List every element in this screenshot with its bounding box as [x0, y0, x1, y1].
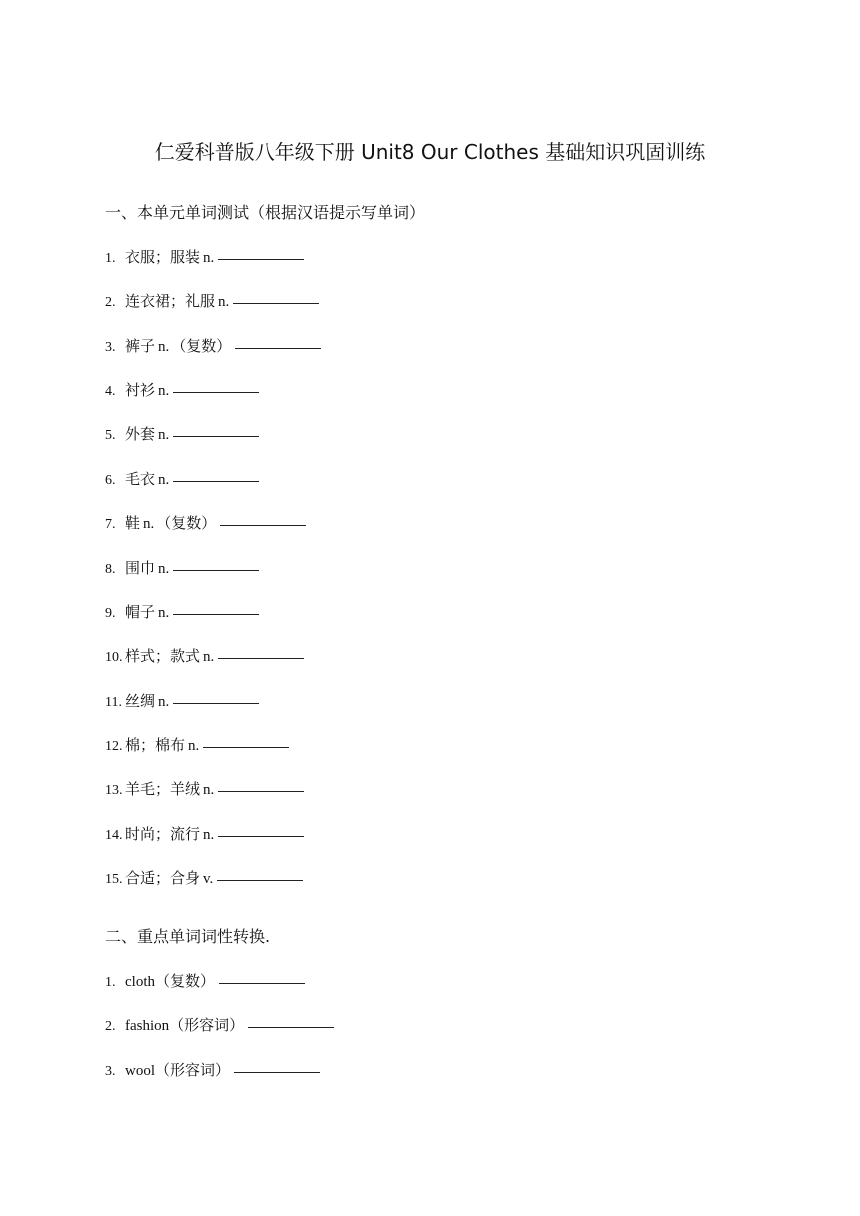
list-item	[105, 970, 305, 994]
item-pos: v.	[203, 871, 214, 887]
item-number: 15.	[105, 872, 123, 887]
item-prompt: 裤子	[125, 337, 156, 355]
item-prompt: 棉；棉布	[125, 736, 186, 754]
item-pos: n.	[143, 516, 155, 532]
item-pos: n.	[218, 294, 230, 310]
item-note: （复数）	[156, 514, 217, 532]
item-number: 4.	[105, 384, 116, 399]
answer-blank[interactable]	[203, 746, 289, 748]
item-number: 6.	[105, 473, 116, 488]
item-prompt: 围巾	[125, 559, 156, 577]
item-prompt: 时尚；流行	[125, 825, 201, 843]
item-prompt: 外套	[125, 425, 156, 443]
item-prompt: 衬衫	[125, 381, 156, 399]
item-prompt: 羊毛；羊绒	[125, 780, 201, 798]
list-item	[105, 601, 259, 625]
item-pos: n.	[203, 827, 215, 843]
answer-blank[interactable]	[220, 524, 306, 526]
answer-blank[interactable]	[173, 435, 259, 437]
item-number: 9.	[105, 606, 116, 621]
list-item	[105, 690, 259, 714]
item-pos: n.	[158, 472, 170, 488]
answer-blank[interactable]	[218, 790, 304, 792]
section1-heading: 一、本单元单词测试（根据汉语提示写单词）	[105, 203, 426, 222]
item-number: 2.	[105, 1019, 116, 1034]
list-item	[105, 246, 304, 270]
list-item	[105, 645, 304, 669]
item-pos: n.	[203, 250, 215, 266]
list-item	[105, 1059, 320, 1083]
list-item	[105, 468, 259, 492]
item-number: 3.	[105, 340, 116, 355]
list-item	[105, 290, 319, 314]
item-prompt: 样式；款式	[125, 647, 201, 665]
item-pos: n.	[158, 605, 170, 621]
item-pos: n.	[158, 427, 170, 443]
item-prompt: 合适；合身	[125, 869, 201, 887]
item-number: 3.	[105, 1064, 116, 1079]
item-prompt: 连衣裙；礼服	[125, 292, 216, 310]
item-number: 5.	[105, 428, 116, 443]
answer-blank[interactable]	[248, 1026, 334, 1028]
section2-heading: 二、重点单词词性转换.	[105, 927, 271, 946]
list-item	[105, 379, 259, 403]
item-number: 2.	[105, 295, 116, 310]
item-prompt: 鞋	[125, 514, 141, 532]
list-item	[105, 512, 306, 536]
list-item	[105, 778, 304, 802]
item-number: 13.	[105, 783, 123, 798]
item-number: 8.	[105, 562, 116, 577]
list-item	[105, 335, 321, 359]
answer-blank[interactable]	[218, 657, 304, 659]
item-number: 1.	[105, 975, 116, 990]
item-number: 14.	[105, 828, 123, 843]
list-item	[105, 734, 289, 758]
list-item	[105, 557, 259, 581]
item-number: 10.	[105, 650, 123, 665]
item-note: （形容词）	[155, 1061, 231, 1079]
answer-blank[interactable]	[173, 613, 259, 615]
item-number: 7.	[105, 517, 116, 532]
item-pos: n.	[203, 782, 215, 798]
item-note: （复数）	[171, 337, 232, 355]
answer-blank[interactable]	[235, 347, 321, 349]
item-number: 12.	[105, 739, 123, 754]
list-item	[105, 867, 303, 891]
list-item	[105, 1014, 334, 1038]
item-prompt: 衣服；服装	[125, 248, 201, 266]
answer-blank[interactable]	[217, 879, 303, 881]
answer-blank[interactable]	[173, 569, 259, 571]
answer-blank[interactable]	[218, 258, 304, 260]
item-number: 11.	[105, 695, 122, 710]
answer-blank[interactable]	[173, 702, 259, 704]
answer-blank[interactable]	[173, 480, 259, 482]
answer-blank[interactable]	[173, 391, 259, 393]
item-pos: n.	[188, 738, 200, 754]
item-pos: n.	[158, 561, 170, 577]
list-item	[105, 823, 304, 847]
document-title: 仁爱科普版八年级下册 Unit8 Our Clothes 基础知识巩固训练	[154, 140, 706, 164]
item-note: （形容词）	[169, 1016, 245, 1034]
answer-blank[interactable]	[234, 1071, 320, 1073]
item-prompt: 毛衣	[125, 470, 156, 488]
item-pos: n.	[158, 339, 170, 355]
item-word: wool	[125, 1063, 155, 1079]
item-pos: n.	[158, 694, 170, 710]
item-note: （复数）	[155, 972, 216, 990]
item-prompt: 丝绸	[125, 692, 156, 710]
answer-blank[interactable]	[233, 302, 319, 304]
answer-blank[interactable]	[219, 982, 305, 984]
list-item	[105, 423, 259, 447]
answer-blank[interactable]	[218, 835, 304, 837]
item-number: 1.	[105, 251, 116, 266]
item-pos: n.	[203, 649, 215, 665]
item-word: cloth	[125, 974, 155, 990]
item-pos: n.	[158, 383, 170, 399]
item-prompt: 帽子	[125, 603, 156, 621]
item-word: fashion	[125, 1018, 170, 1034]
